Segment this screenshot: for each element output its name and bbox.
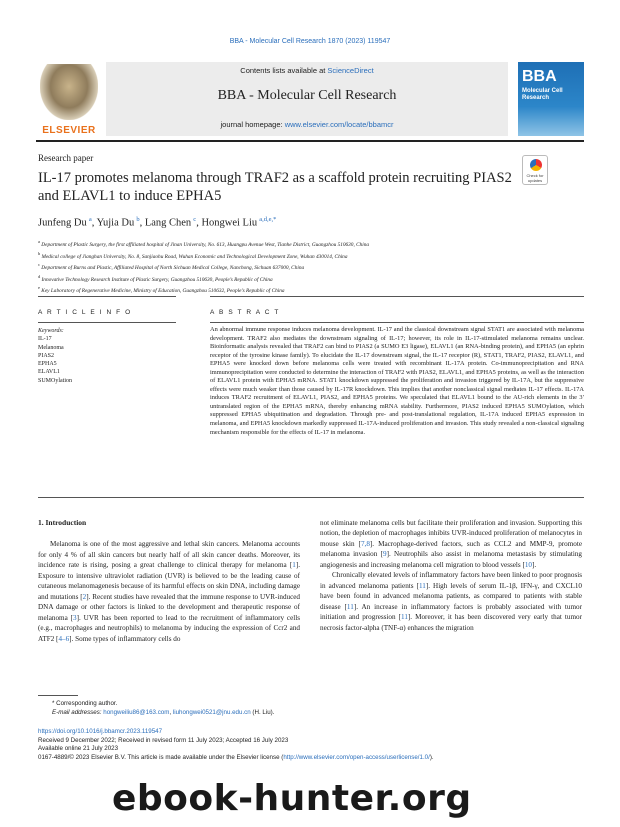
watermark: ebook-hunter.org	[112, 778, 472, 819]
affiliation-mark: b	[38, 250, 41, 256]
email-label: E-mail addresses:	[52, 708, 102, 716]
journal-title: BBA - Molecular Cell Research	[217, 88, 397, 103]
homepage-link[interactable]: www.elsevier.com/locate/bbamcr	[284, 120, 394, 129]
section-heading: 1. Introduction	[38, 518, 87, 527]
text-run: ]. Moreover, it has been discovered very early that tumor necrosis factor-alpha (TNF-α) enhances the migration	[320, 613, 582, 632]
email-line: E-mail addresses: hongweiliu86@163.com, liuhongwei0521@jnu.edu.cn (H. Liu).	[52, 708, 275, 716]
section-rule	[210, 296, 584, 297]
contents-prefix: Contents lists available at	[240, 66, 328, 75]
citation-link[interactable]: 10	[524, 560, 532, 569]
running-head[interactable]: BBA - Molecular Cell Research 1870 (2023) 119547	[229, 38, 391, 45]
paper-title: IL-17 promotes melanoma through TRAF2 as a scaffold protein recruiting PIAS2 and ELAVL1 to induce EPHA5	[38, 170, 512, 204]
affiliation-text: Department of Burns and Plastic, Affiliated Hospital of North Sichuan Medical College, Nanchong, Sichuan 637000, China	[41, 264, 305, 271]
abstract-text: An abnormal immune response induces melanoma development. IL-17 and the classical downstream signal STAT1 are associated with melanoma development. TRAF2 also mediates the downstream signaling of IL-17; however, its role in IL-17-stimulated melanoma remains unclear. Bioinformatic analysis revealed that TRAF2 can bind to PIAS2 (a SUMO E3 ligase), ELAVL1 (an RNA-binding protein), and EPHA5 (an ephrin receptor of the tyrosine kinase family). To elucidate the IL-17 downstream signal, the IL-17 receptor (R), STAT1, TRAF2, PIAS2, ELAVL1, and EPHA5 were knocked down before melanoma cells were treated with recombinant IL-17A protein. Co-immunoprecipitation and RNA immunoprecipitation were conducted to determine the interaction of TRAF2 with PIAS2, ELAVL1, and EPHA5 proteins, as well as the interaction of ELAVL1 protein with EPHA5 mRNA. STAT1 knockdown suppressed the proliferation and invasion triggered by IL-17A, but the suppressive effects were much weaker than those caused by IL-17R knockdown. This implies that another nonclassical signal mediates IL-17 effects. IL-17A induces TRAF2 recruitment of ELAVL1, PIAS2, and EPHA5 proteins. We speculated that ELAVL1 bound to the AU-rich elements in the 3′ untranslated region of the EPHA5 mRNA, thereby enhancing mRNA stability. Furthermore, PIAS2 induced EPHA5 SUMOylation, which suppressed EPHA5 ubiquitination and degradation. Through pre- and post-translational regulation, IL-17A induced EPHA5 expression in melanoma, and EPHA5 knockdown markedly suppressed IL-17A-induced proliferation and invasion. This study revealed a non-classical signaling mechanism responsible for the effects of IL-17 in melanoma.	[210, 326, 584, 436]
license-line	[38, 754, 584, 763]
affiliation-mark: e	[38, 285, 40, 291]
affiliation-text: Department of Plastic Surgery, the first affiliated hospital of Jinan University, No. 613, Huangpu Avenue West, Tianhe District, Guangzhou 510630, China	[41, 241, 370, 248]
citation-link[interactable]: 3	[73, 613, 77, 622]
body-column-right	[320, 518, 582, 633]
corresponding-author-note: * Corresponding author.	[52, 700, 118, 707]
author-affiliation-mark[interactable]: a	[88, 216, 92, 223]
text-run: ]. High levels of serum IL-1β, IFN-γ, and CXCL10 have been found in advanced melanoma patients, as compared to patients with stable disease [	[320, 581, 582, 611]
affiliation-mark: a	[38, 239, 40, 244]
keyword: EPHA5	[38, 361, 57, 368]
text-run: ]. An increase in inflammatory factors is probably associated with tumor initiation and progression [	[320, 602, 582, 622]
author-affiliation-mark[interactable]: c	[193, 216, 197, 223]
email-link[interactable]: liuhongwei0521@jnu.edu.cn	[172, 708, 251, 716]
text-run: ]. Macrophage-derived factors, such as CCL2 and MMP-9, promote melanoma invasion [	[320, 539, 582, 559]
section-rule	[210, 322, 584, 323]
received-dates: Received 9 December 2022; Received in revised form 11 July 2023; Accepted 16 July 2023	[38, 736, 289, 744]
text-run: ].	[531, 560, 537, 569]
affiliation	[38, 273, 584, 285]
header-rule	[36, 140, 584, 142]
keyword: IL-17	[38, 336, 52, 343]
affiliation	[38, 261, 584, 273]
text-run: Melanoma is one of the most aggressive and lethal skin cancers. Melanoma accounts for only 4 % of all skin cancers but nearly half of all skin cancer deaths. Moreover, its incidence rate is rising, posing a great challenge to clinical therapy for melanoma [	[38, 540, 300, 570]
license-text: 0167-4889/© 2023 Elsevier B.V. This article is made available under the Elsevier license (	[38, 753, 284, 761]
author-list: Junfeng Du $^a$, Yujia Du $^b$, Lang Chen $^c$, Hongwei Liu $^{a,d,e,*}$	[38, 216, 277, 229]
homepage-line	[106, 120, 508, 129]
affiliation-mark: d	[38, 273, 41, 279]
cover-subtitle: Molecular Cell Research	[522, 88, 563, 101]
keyword: PIAS2	[38, 352, 55, 359]
contents-line	[106, 66, 508, 75]
citation-link[interactable]: 7,8	[360, 539, 370, 548]
cover-title: BBA	[522, 68, 557, 85]
journal-header-box	[106, 62, 508, 136]
keywords	[38, 327, 72, 385]
doi-link[interactable]: https://doi.org/10.1016/j.bbamcr.2023.119547	[38, 728, 163, 735]
license-link[interactable]: http://www.elsevier.com/open-access/userlicense/1.0/	[283, 753, 430, 761]
keywords-label: Keywords:	[38, 328, 64, 334]
author-name[interactable]: Yujia Du	[96, 217, 135, 229]
check-for-updates-button[interactable]	[522, 155, 548, 185]
paragraph	[320, 570, 582, 633]
citation-link[interactable]: 2	[82, 592, 87, 601]
footnote-rule	[38, 695, 78, 696]
sciencedirect-link[interactable]: ScienceDirect	[327, 66, 374, 75]
journal-cover	[518, 62, 584, 136]
article-info-heading: A R T I C L E I N F O	[38, 309, 132, 316]
author-affiliation-mark[interactable]: a,d,e,*	[259, 216, 277, 223]
email-link[interactable]: hongweiliu86@163.com	[103, 708, 170, 716]
affiliation	[38, 284, 584, 296]
section-rule	[38, 497, 584, 498]
affiliation-text: Innovative Technology Research Institute of Plastic Surgery, Guangzhou 510630, People’s Republic of China	[41, 276, 273, 283]
check-for-updates-label: Check for updates	[526, 173, 544, 183]
elsevier-logo	[36, 62, 102, 136]
keyword: ELAVL1	[38, 369, 60, 376]
homepage-prefix: journal homepage:	[220, 120, 285, 129]
affiliation	[38, 250, 584, 262]
paragraph	[320, 518, 582, 570]
elsevier-tree-icon	[40, 64, 98, 120]
author-name[interactable]: Lang Chen	[144, 217, 192, 229]
footnotes	[38, 700, 584, 717]
keyword: Melanoma	[38, 344, 64, 351]
text-run: ]. UVR has been reported to lead to the recruitment of inflammatory cells (e.g., macrophages and neutrophils) to melanoma by inducing the expression of Ccr2 and ATF2 [	[38, 613, 301, 643]
affiliation-mark: c	[38, 262, 40, 268]
available-online: Available online 21 July 2023	[38, 745, 119, 753]
citation-link[interactable]: 11	[401, 613, 408, 622]
citation-link[interactable]: 11	[346, 602, 354, 611]
publication-info	[38, 728, 584, 762]
author-name[interactable]: Hongwei Liu	[201, 217, 258, 229]
abstract-heading: A B S T R A C T	[210, 309, 280, 316]
citation-link[interactable]: 9	[382, 550, 387, 559]
article-type: Research paper	[38, 153, 94, 163]
journal-banner	[36, 62, 584, 136]
body-column-left	[38, 518, 300, 644]
email-suffix: (H. Liu).	[250, 708, 275, 716]
affiliation	[38, 238, 584, 250]
text-run: ]. Some types of inflammatory cells do	[69, 634, 181, 643]
affiliation-text: Medical college of Jianghan University, No. 8, Sanjiaohu Road, Wuhan Economic and Technological Development Zone, Wuhan 430014, China	[41, 253, 348, 260]
text-run: ]. Recent studies have revealed that the immune response to UVR-induced DNA damage or other factors is linked to the development and therapeutic response of melanoma [	[38, 592, 300, 622]
text-run: not eliminate melanoma cells but facilitate their proliferation and invasion. Supporting this notion, the depletion of macrophages inhibits UVR-induced proliferation of melanocytes in mouse skin [	[320, 519, 582, 548]
section-rule	[38, 322, 176, 323]
text-run: Chronically elevated levels of inflammatory factors have been linked to poor prognosis in advanced melanoma patients [	[320, 571, 582, 590]
paragraph	[38, 539, 300, 644]
publisher-name: ELSEVIER	[42, 125, 96, 136]
license-text: ).	[429, 753, 434, 761]
citation-link[interactable]: 4–6	[58, 634, 70, 643]
citation-link[interactable]: 11	[418, 581, 426, 590]
crossmark-icon	[530, 159, 542, 171]
keyword: SUMOylation	[38, 377, 73, 384]
text-run: ]. Neutrophils also assist in melanoma metastasis by stimulating angiogenesis and increasing melanoma cell migration to blood vessels [	[320, 550, 582, 569]
citation-link[interactable]: 1	[292, 561, 296, 570]
affiliation-text: Key Laboratory of Regenerative Medicine, Ministry of Education, Guangzhou 510632, People’s Republic of China	[41, 288, 285, 295]
affiliations	[38, 238, 584, 296]
section-rule	[38, 296, 176, 297]
author-affiliation-mark[interactable]: b	[136, 216, 140, 223]
text-run: ]. Exposure to intensive ultraviolet radiation (UVR) is believed to be the leading cause of cutaneous melanomagenesis because of its harmful effects on skin DNA, including damage and mutations [	[38, 561, 300, 601]
author-name[interactable]: Junfeng Du	[38, 217, 87, 229]
